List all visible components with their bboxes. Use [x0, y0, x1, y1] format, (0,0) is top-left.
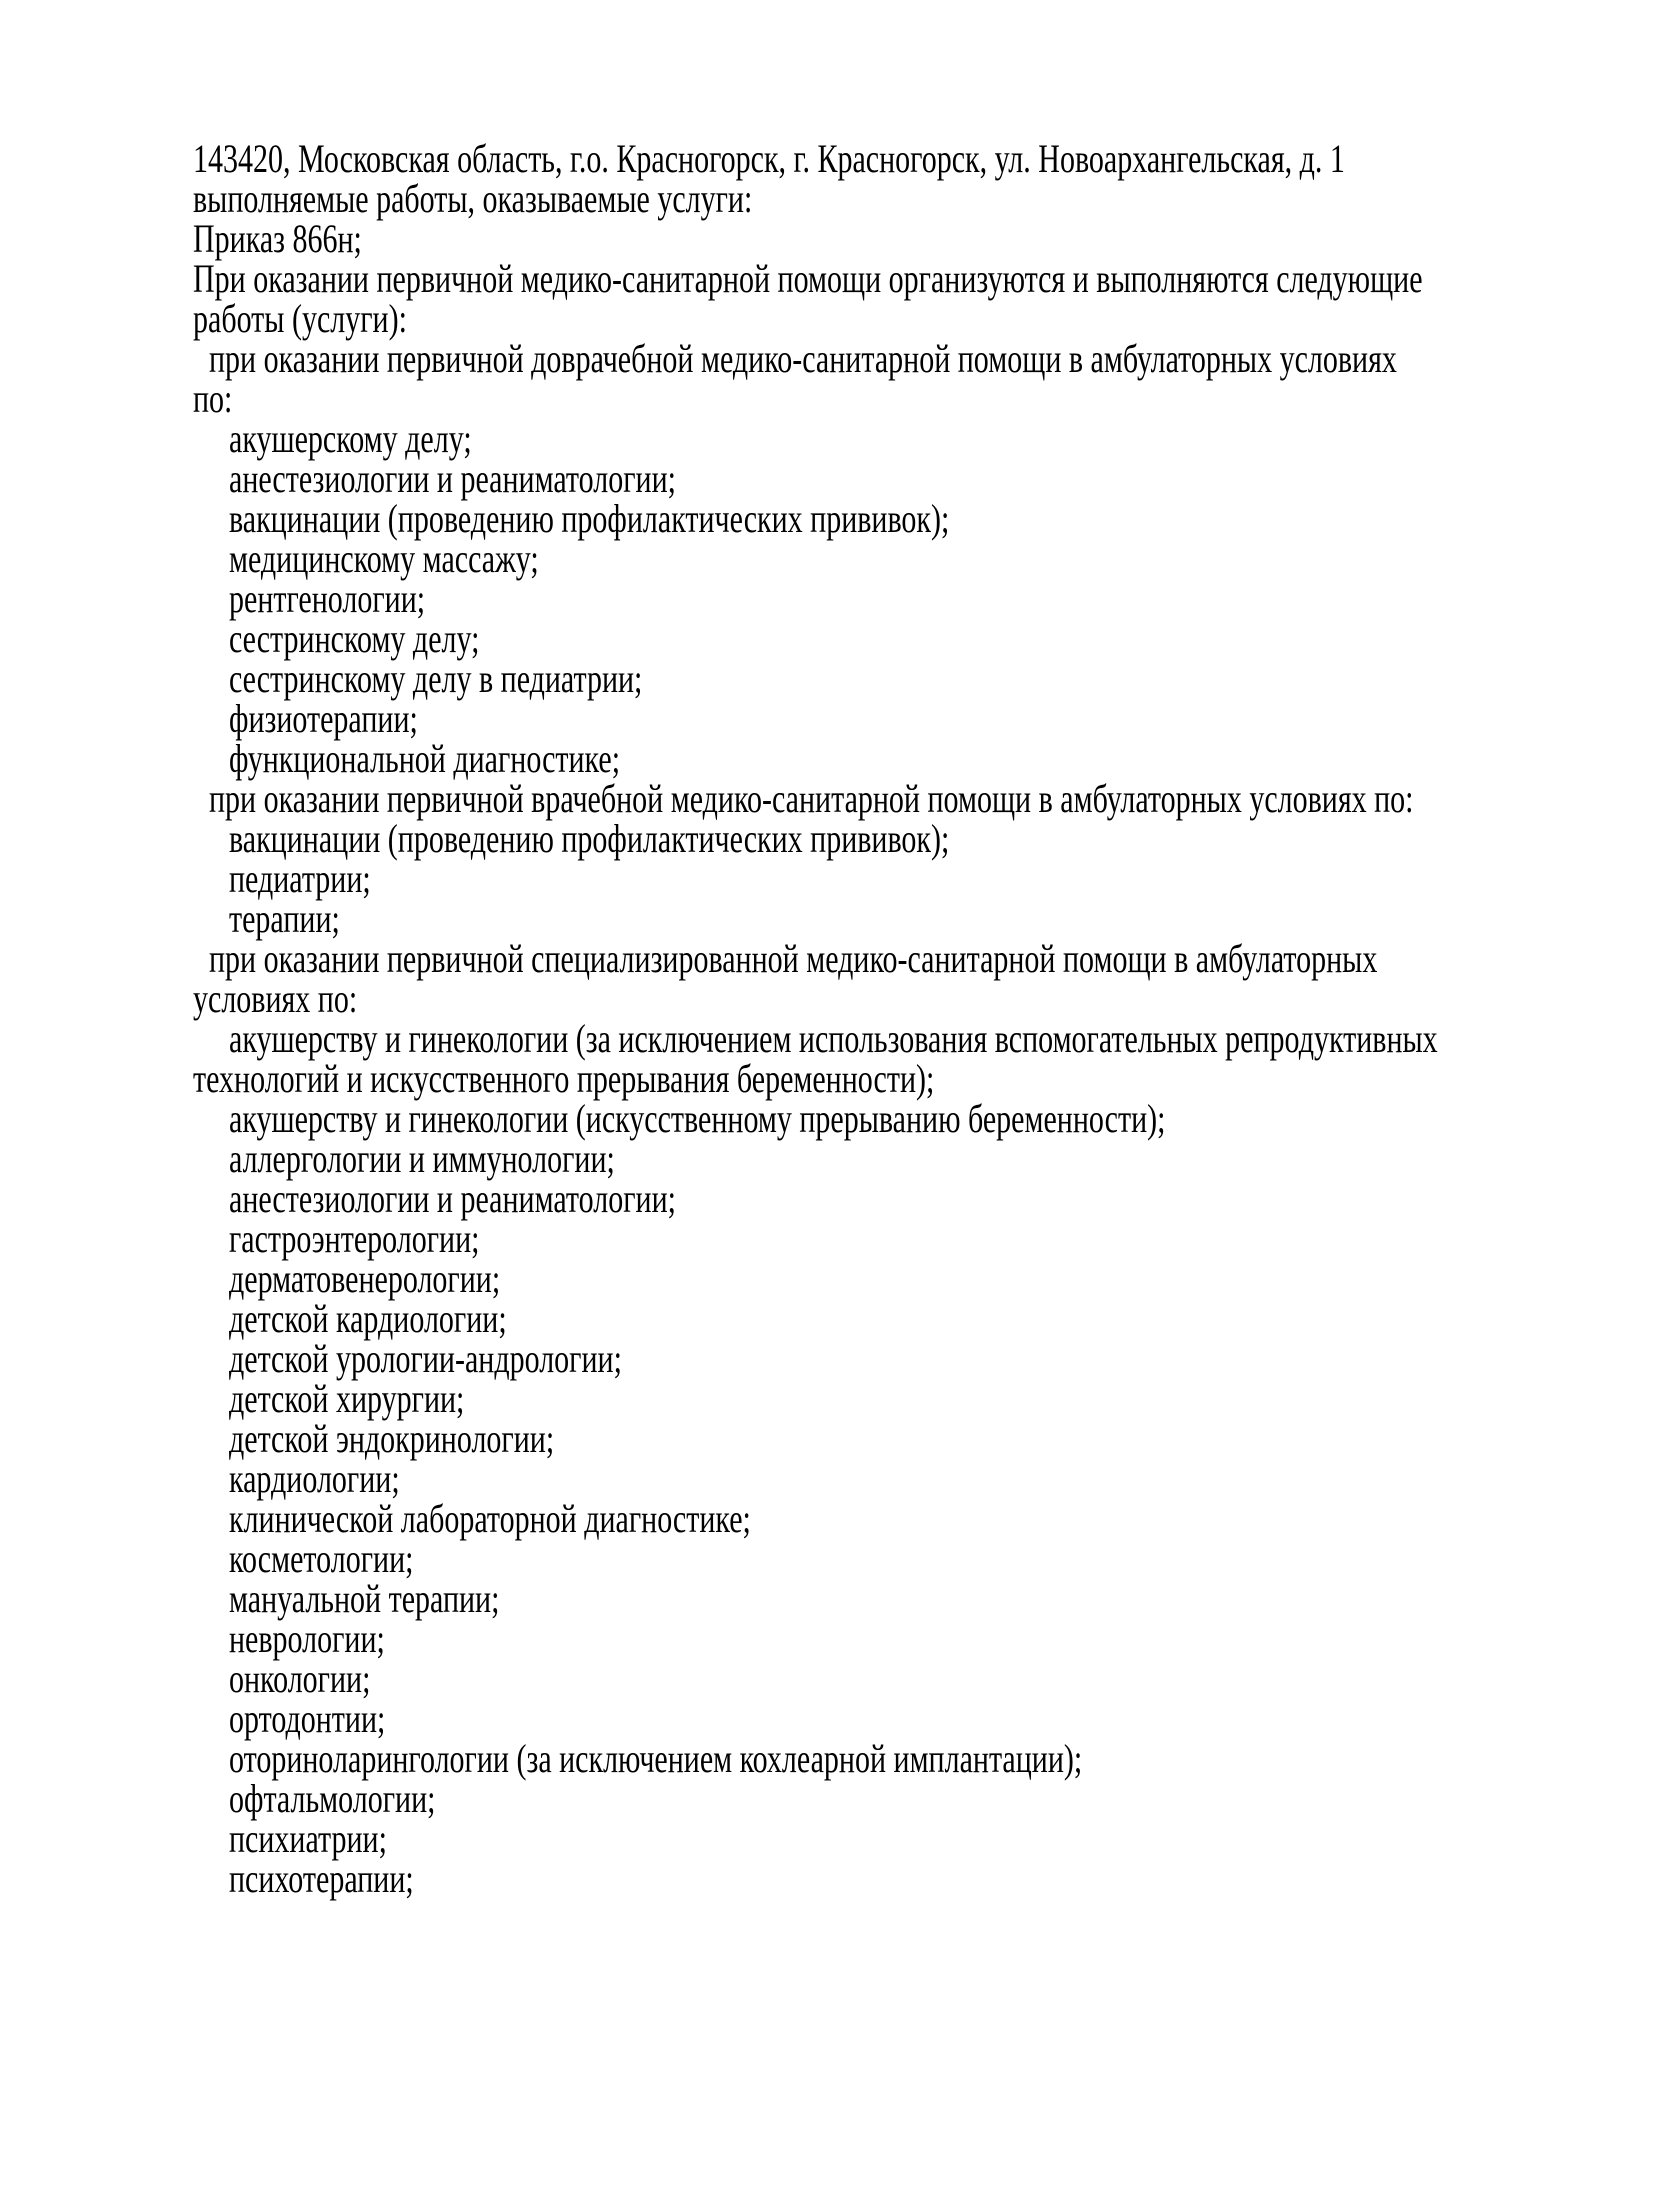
document-line: работы (услуги):	[193, 296, 407, 341]
document-line: условиях по:	[193, 976, 358, 1021]
document-line: косметологии;	[229, 1536, 414, 1581]
document-line: вакцинации (проведению профилактических прививок);	[229, 496, 950, 541]
document-line: детской эндокринологии;	[229, 1416, 555, 1461]
document-line: сестринскому делу в педиатрии;	[229, 656, 643, 701]
document-line: психотерапии;	[229, 1856, 414, 1901]
document-page	[193, 136, 1653, 1901]
document-line: неврологии;	[229, 1616, 385, 1661]
document-line: ортодонтии;	[229, 1696, 386, 1741]
document-line: при оказании первичной специализированной медико-санитарной помощи в амбулаторных	[209, 936, 1378, 981]
document-line: детской кардиологии;	[229, 1296, 507, 1341]
document-line: аллергологии и иммунологии;	[229, 1136, 615, 1181]
document-line: медицинскому массажу;	[229, 536, 539, 581]
document-line: 143420, Московская область, г.о. Красногорск, г. Красногорск, ул. Новоархангельская, д. 1	[193, 136, 1345, 181]
document-line: анестезиологии и реаниматологии;	[229, 1176, 676, 1221]
document-line: психиатрии;	[229, 1816, 387, 1861]
document-line: акушерству и гинекологии (искусственному прерыванию беременности);	[229, 1096, 1166, 1141]
document-line: гастроэнтерологии;	[229, 1216, 480, 1261]
document-line: клинической лабораторной диагностике;	[229, 1496, 751, 1541]
document-line: акушерскому делу;	[229, 416, 472, 461]
document-line: детской урологии-андрологии;	[229, 1336, 622, 1381]
document-line: Приказ 866н;	[193, 216, 362, 261]
document-line: выполняемые работы, оказываемые услуги:	[193, 176, 753, 221]
document-line: при оказании первичной врачебной медико-санитарной помощи в амбулаторных условиях по:	[209, 776, 1414, 821]
document-line: сестринскому делу;	[229, 616, 480, 661]
document-line: по:	[193, 376, 233, 421]
document-line: терапии;	[229, 896, 340, 941]
document-line: мануальной терапии;	[229, 1576, 500, 1621]
document-line: При оказании первичной медико-санитарной помощи организуются и выполняются следующие	[193, 256, 1423, 301]
document-line: оториноларингологии (за исключением кохлеарной имплантации);	[229, 1736, 1083, 1781]
document-line: анестезиологии и реаниматологии;	[229, 456, 676, 501]
document-line: технологий и искусственного прерывания беременности);	[193, 1056, 935, 1101]
document-line: педиатрии;	[229, 856, 371, 901]
document-line: физиотерапии;	[229, 696, 418, 741]
document-line: онкологии;	[229, 1656, 371, 1701]
document-line: дерматовенерологии;	[229, 1256, 501, 1301]
document-line: детской хирургии;	[229, 1376, 465, 1421]
document-line: офтальмологии;	[229, 1776, 436, 1821]
document-line: кардиологии;	[229, 1456, 400, 1501]
document-line: функциональной диагностике;	[229, 736, 621, 781]
document-line: вакцинации (проведению профилактических прививок);	[229, 816, 950, 861]
document-line: акушерству и гинекологии (за исключением использования вспомогательных репродуктивных	[229, 1016, 1438, 1061]
document-line: при оказании первичной доврачебной медико-санитарной помощи в амбулаторных условиях	[209, 336, 1397, 381]
document-line: рентгенологии;	[229, 576, 426, 621]
